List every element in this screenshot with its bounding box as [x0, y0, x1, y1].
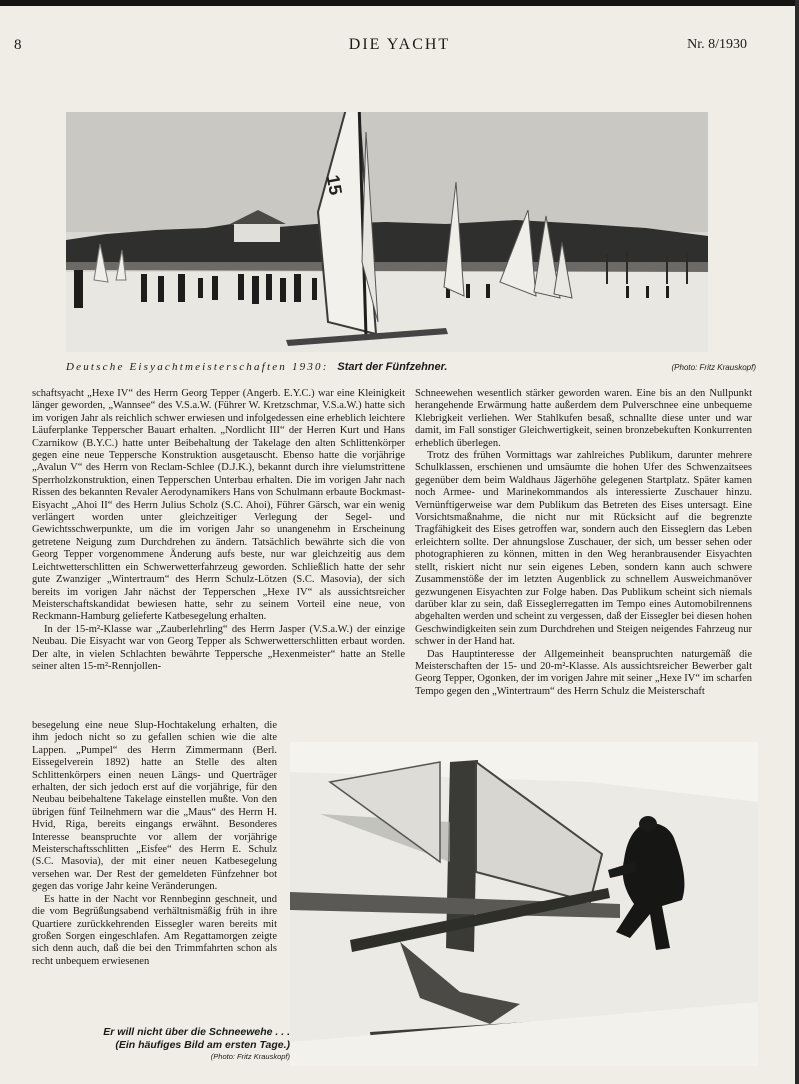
bottom-photo-snowdrift	[290, 742, 758, 1066]
top-photo-ice-yachts	[66, 112, 708, 352]
page-top-edge	[0, 0, 799, 6]
bottom-photo-caption	[52, 1026, 290, 1064]
paragraph: Das Hauptinteresse der Allgemeinheit beanspruchten naturgemäß die Meisterschaften der 15- und 20-m²-Klasse. Als aussichtsreicher Bewerber galt Georg Tepper, Ogonken, der im vorigen Jahre mit seiner „Hexe IV“ im scharfen Tempo gegen den „Wintertraum“ des Herrn Schulz die Meisterschaft	[415, 648, 752, 697]
photo-credit: (Photo: Fritz Krauskopf)	[671, 363, 756, 372]
page-right-edge	[795, 0, 799, 1084]
paragraph: Es hatte in der Nacht vor Rennbeginn geschneit, und die vom Begrüßungsabend verhältnismäßig früh in ihre Quartiere zurückkehrenden Eissegler waren bereits mit großen Sorgen eingeschlafen. Am Regattamorgen zeigte sich denn auch, daß die bei den Trimmfahrten schon als recht unbequem erwiesenen	[32, 893, 277, 967]
caption-title: Deutsche Eisyachtmeisterschaften 1930:	[66, 361, 329, 373]
photo-credit: (Photo: Fritz Krauskopf)	[210, 1052, 290, 1061]
sail-number-label: 15	[322, 173, 346, 197]
snowdrift-image	[290, 742, 758, 1066]
paragraph: Schneewehen wesentlich stärker geworden waren. Eine bis an den Nullpunkt herangehende Erwärmung hatte außerdem dem Pulverschnee eine unbequeme Klebrigkeit verliehen. Wer Stahlkufen besaß, schnallte diese unter und war damit, im Fall sonstiger Gleichwertigkeit, seinen bronzebekuften Konkurrenten erheblich überlegen.	[415, 388, 752, 449]
magazine-title: DIE YACHT	[348, 36, 451, 53]
article-column-left-bottom	[32, 720, 277, 968]
article-column-right	[415, 388, 752, 698]
top-photo-caption	[66, 361, 756, 373]
article-column-left-top	[32, 388, 405, 673]
paragraph: Trotz des frühen Vormittags war zahlreiches Publikum, darunter mehrere Schulklassen, erschienen und umsäumte die hohen Ufer des Schwenzaitsees gegenüber dem beim Waldhaus Jägerhöhe gelegenen Startplatz. Später kamen noch Armee- und Marinekommandos als interessierte Zuschauer hinzu. Vernünftigerweise war dem Publikum das Betreten des Eises untersagt. Eine Vorsichtsmaßnahme, die nicht nur mit Rücksicht auf die begrenzte Tragfähigkeit des Eises getroffen war, sondern auch den Eisseglern das Leben erleichtern sollte. Der ahnungslose Zuschauer, der sich, um besser sehen oder photographieren zu können, mitten in den Weg heranbrausender Eisyachten stellt, riskiert nicht nur sein eigenes Leben, sondern kann auch schwere Zusammenstöße der im letzten Augenblick zu schnellem Ausweichmanöver gezwungenen Eisyachten zur Folge haben. Das Publikum scheint sich niemals darüber klar zu sein, daß Eisseglerregatten im Tempo eines Automobilrennens abgehalten werden und scheint zu vergessen, daß der Eissegler bei diesen hohen Geschwindigkeiten sein zum Durchdrehen und Steigen neigendes Fahrzeug nur schwer in der Hand hat.	[415, 450, 752, 648]
ice-yacht-start-image	[66, 112, 708, 352]
paragraph: schaftsyacht „Hexe IV“ des Herrn Georg Tepper (Angerb. E.Y.C.) war eine Kleinigkeit länger geworden, „Wannsee“ des V.S.a.W. (Führer W. Kretzschmar, V.S.a.W.) hatte sich im vorigen Jahr als reichlich schwer erwiesen und infolgedessen eine erheblich leichtere Läuferplanke Tepperscher Bauart erhalten. „Nordlicht III“ der Herren Kurt und Hans Czarnikow (B.Y.C.) hatte unter Beibehaltung der Takelage den alten Schlittenkörper gegen eine neue Teppersche Konstruktion ausgetauscht. Ebenso hatte die vorjährige „Avalun V“ des Herrn von Reclam-Schlee (D.J.K.), bekannt durch ihre vielumstrittene Sperrholzkonstruktion, einen Tepperschen Unterbau erhalten. Die im vorigen Jahr nach Rissen des bekannten Revaler Aerodynamikers Hans von Schulmann erbaute Bockmast-Eisyacht „Ahoi II“ des Herrn Julius Scholz (S.C. Ahoi), Führer Gärsch, war ein wenig verlängert worden unter gleichzeitiger Verlegung der Segel- und Gewichtsschwerpunkte, um die im vorigen Jahr so unangenehm in Erscheinung getretene Neigung zum Durchdrehen zu ändern. Tatsächlich bewährte sich die von Georg Tepper vorgenommene Änderung aufs beste, nur war gleichzeitig aus dem Leichtwetterschlitten ein Schwerwetterfahrzeug geworden. Schließlich hatte der sehr gute Zwanziger „Wintertraum“ des Herrn Schulz-Lötzen (S.C. Masovia), der sich bereits im vorigen Jahr nächst der Tepperschen „Hexe IV“ als aussichtsreicher Meisterschaftskandidat bewiesen hatte, sehr zu seinem Vorteil eine neue, von Reckmann-Hamburg gelieferte Katbesegelung erhalten.	[32, 388, 405, 623]
paragraph: In der 15-m²-Klasse war „Zauberlehrling“ des Herrn Jasper (V.S.a.W.) der einzige Neubau. Die Eisyacht war von Georg Tepper als Schwerwetterschlitten erbaut worden. Der alte, in vielen Schlachten bewährte Teppersche „Hexenmeister“ hatte an Stelle seiner alten 15-m²-Rennjollen-	[32, 623, 405, 672]
issue-number: Nr. 8/1930	[687, 37, 747, 52]
paragraph: besegelung eine neue Slup-Hochtakelung erhalten, die ihm jedoch nicht so zu gefallen schien wie die alte Lappen. „Pumpel“ des Herrn Zimmermann (Berl. Eissegelverein 1892) hatte an Stelle des alten Schlittenkörpers einen neuen Längs- und Querträger erhalten, der sich jedoch erst auf die vorjährige, für den Neubau beibehaltene Takelage einstellen mußte. Von den übrigen fünf Teilnehmern war die „Maus“ des Herrn H. Hvid, Riga, bereits eingangs erwähnt. Besonderes Interesse beanspruchte vor allem der vorjährige Meisterschaftsschlitten „Eisfee“ des Herrn E. Schulz (S.C. Masovia), der mit einer neuen Katbesegelung versehen war. Der Rest der gemeldeten Fünfzehner bot gegen das vorige Jahr keine Veränderungen.	[32, 720, 277, 893]
caption-subtitle: Start der Fünfzehner.	[337, 361, 448, 373]
caption-line-2: (Ein häufiges Bild am ersten Tage.)	[115, 1038, 290, 1051]
page-number: 8	[14, 37, 22, 53]
caption-line-1: Er will nicht über die Schneewehe . . .	[103, 1026, 290, 1038]
